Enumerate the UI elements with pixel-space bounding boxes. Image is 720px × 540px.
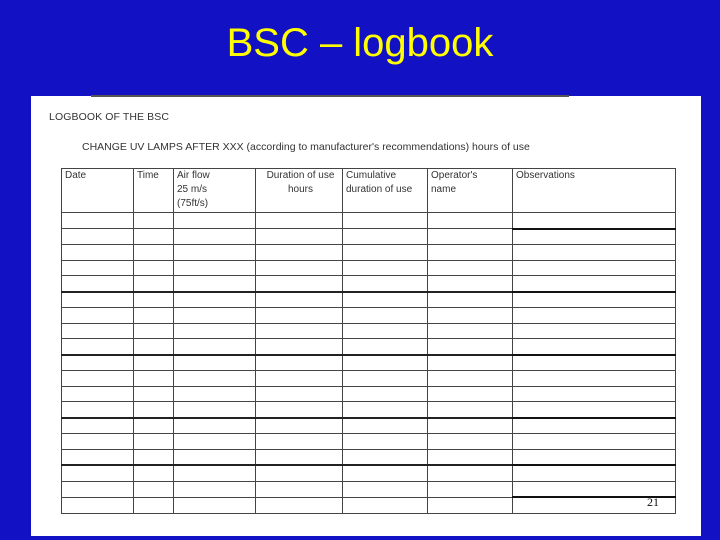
table-cell — [62, 434, 134, 450]
table-row — [62, 481, 676, 497]
table-cell — [134, 245, 174, 261]
table-row — [62, 465, 676, 481]
table-cell — [174, 292, 256, 308]
table-cell — [256, 292, 343, 308]
table-cell — [134, 355, 174, 371]
table-cell — [256, 308, 343, 324]
table-cell — [256, 276, 343, 292]
table-cell — [343, 260, 428, 276]
table-cell — [62, 245, 134, 261]
table-cell — [62, 371, 134, 387]
table-cell — [174, 339, 256, 355]
table-cell — [256, 260, 343, 276]
table-cell — [134, 465, 174, 481]
table-cell — [428, 292, 513, 308]
table-cell — [174, 323, 256, 339]
table-cell — [134, 260, 174, 276]
table-cell — [174, 481, 256, 497]
table-row — [62, 213, 676, 229]
table-cell — [256, 481, 343, 497]
table-cell — [134, 497, 174, 513]
table-cell — [428, 339, 513, 355]
table-cell — [343, 339, 428, 355]
table-cell — [256, 497, 343, 513]
column-header-air-flow: Air flow 25 m/s (75ft/s) — [174, 169, 256, 213]
column-header-operator-name: Operator's name — [428, 169, 513, 213]
table-cell — [428, 213, 513, 229]
table-cell — [428, 402, 513, 418]
page-number: 21 — [647, 495, 659, 509]
table-cell — [62, 481, 134, 497]
table-cell — [174, 402, 256, 418]
table-cell — [343, 308, 428, 324]
document-heading: LOGBOOK OF THE BSC — [49, 111, 170, 123]
table-row — [62, 292, 676, 308]
table-cell — [62, 449, 134, 465]
table-cell — [513, 418, 676, 434]
table-cell — [343, 229, 428, 245]
table-cell — [428, 481, 513, 497]
table-cell — [62, 402, 134, 418]
table-cell — [428, 245, 513, 261]
table-cell — [513, 339, 676, 355]
table-cell — [343, 418, 428, 434]
table-cell — [256, 355, 343, 371]
table-cell — [513, 276, 676, 292]
table-cell — [134, 386, 174, 402]
table-cell — [62, 386, 134, 402]
table-cell — [256, 434, 343, 450]
table-cell — [428, 465, 513, 481]
table-cell — [513, 229, 676, 245]
table-cell — [174, 449, 256, 465]
table-cell — [256, 386, 343, 402]
logbook-table — [61, 168, 676, 514]
table-cell — [513, 402, 676, 418]
table-cell — [62, 497, 134, 513]
table-cell — [174, 465, 256, 481]
table-cell — [256, 449, 343, 465]
table-cell — [428, 371, 513, 387]
table-cell — [428, 434, 513, 450]
table-cell — [513, 449, 676, 465]
table-cell — [62, 292, 134, 308]
table-cell — [62, 229, 134, 245]
table-cell — [134, 229, 174, 245]
table-cell — [256, 418, 343, 434]
column-header-date: Date — [62, 169, 134, 213]
table-cell — [62, 308, 134, 324]
table-cell — [134, 481, 174, 497]
table-cell — [134, 371, 174, 387]
table-row — [62, 260, 676, 276]
table-cell — [62, 260, 134, 276]
table-row — [62, 339, 676, 355]
table-cell — [134, 213, 174, 229]
table-cell — [256, 213, 343, 229]
table-cell — [174, 355, 256, 371]
table-cell — [256, 229, 343, 245]
table-cell — [256, 339, 343, 355]
document-subheading: CHANGE UV LAMPS AFTER XXX (according to manufacturer's recommendations) hours of use — [82, 141, 530, 153]
table-cell — [343, 449, 428, 465]
table-cell — [513, 308, 676, 324]
table-cell — [174, 371, 256, 387]
table-cell — [343, 434, 428, 450]
table-cell — [134, 434, 174, 450]
table-cell — [513, 260, 676, 276]
table-row — [62, 449, 676, 465]
table-cell — [343, 386, 428, 402]
divider — [91, 95, 569, 97]
table-cell — [343, 465, 428, 481]
table-cell — [513, 355, 676, 371]
table-row — [62, 418, 676, 434]
table-cell — [174, 308, 256, 324]
table-cell — [256, 402, 343, 418]
table-cell — [513, 292, 676, 308]
table-cell — [428, 308, 513, 324]
table-cell — [134, 292, 174, 308]
table-cell — [256, 245, 343, 261]
column-header-time: Time — [134, 169, 174, 213]
table-cell — [513, 213, 676, 229]
table-cell — [343, 323, 428, 339]
table-cell — [428, 229, 513, 245]
table-cell — [62, 339, 134, 355]
table-cell — [62, 323, 134, 339]
table-cell — [256, 465, 343, 481]
table-cell — [174, 497, 256, 513]
table-cell — [62, 276, 134, 292]
table-cell — [256, 371, 343, 387]
table-cell — [343, 371, 428, 387]
table-cell — [174, 213, 256, 229]
table-cell — [174, 276, 256, 292]
table-cell — [513, 245, 676, 261]
table-cell — [134, 323, 174, 339]
table-cell — [513, 386, 676, 402]
table-row — [62, 402, 676, 418]
logbook-document — [31, 96, 701, 536]
column-header-duration-of-use: Duration of use hours — [256, 169, 343, 213]
table-cell — [428, 323, 513, 339]
table-cell — [343, 481, 428, 497]
table-row — [62, 323, 676, 339]
table-cell — [62, 355, 134, 371]
table-cell — [513, 371, 676, 387]
table-row — [62, 308, 676, 324]
table-cell — [428, 355, 513, 371]
table-row — [62, 434, 676, 450]
table-row — [62, 497, 676, 513]
table-cell — [62, 465, 134, 481]
table-header-row — [62, 169, 676, 213]
table-row — [62, 371, 676, 387]
table-row — [62, 276, 676, 292]
table-cell — [134, 276, 174, 292]
table-cell — [174, 260, 256, 276]
table-body — [62, 213, 676, 514]
table-cell — [343, 402, 428, 418]
table-cell — [428, 260, 513, 276]
column-header-observations: Observations — [513, 169, 676, 213]
table-row — [62, 229, 676, 245]
table-cell — [428, 497, 513, 513]
table-row — [62, 355, 676, 371]
table-cell — [428, 276, 513, 292]
table-cell — [343, 245, 428, 261]
table-cell — [174, 229, 256, 245]
table-cell — [343, 213, 428, 229]
table-cell — [428, 386, 513, 402]
table-cell — [256, 323, 343, 339]
table-cell — [62, 418, 134, 434]
table-cell — [343, 276, 428, 292]
table-cell — [343, 497, 428, 513]
table-cell — [174, 418, 256, 434]
table-cell — [134, 402, 174, 418]
table-cell — [343, 292, 428, 308]
table-cell — [513, 323, 676, 339]
slide-title: BSC – logbook — [226, 21, 494, 65]
table-cell — [428, 449, 513, 465]
table-cell — [513, 434, 676, 450]
table-cell — [62, 213, 134, 229]
table-cell — [134, 449, 174, 465]
table-cell — [174, 245, 256, 261]
table-cell — [174, 434, 256, 450]
table-cell — [134, 339, 174, 355]
table-cell — [513, 465, 676, 481]
table-row — [62, 386, 676, 402]
table-cell — [428, 418, 513, 434]
table-cell — [134, 418, 174, 434]
table-cell — [134, 308, 174, 324]
table-row — [62, 245, 676, 261]
table-cell — [174, 386, 256, 402]
column-header-cumulative-duration: Cumulative duration of use — [343, 169, 428, 213]
table-cell — [343, 355, 428, 371]
